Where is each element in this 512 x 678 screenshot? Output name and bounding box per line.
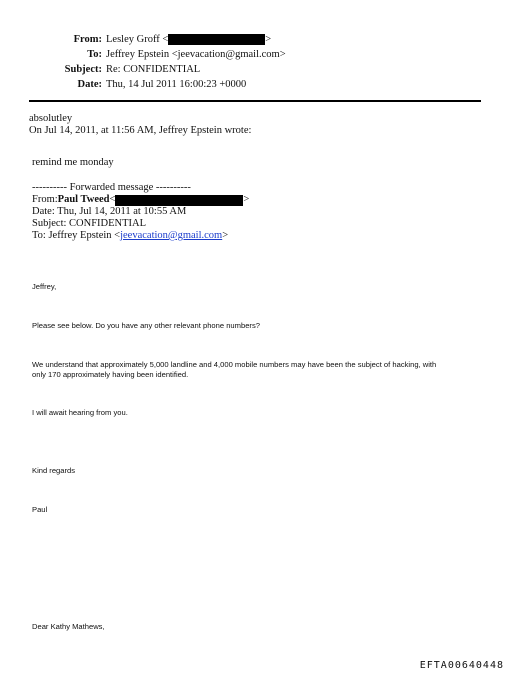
to-label: To: bbox=[87, 49, 102, 60]
forward-date: Date: Thu, Jul 14, 2011 at 10:55 AM bbox=[32, 206, 187, 217]
header-divider bbox=[29, 100, 481, 102]
forward-from-open: < bbox=[109, 194, 116, 205]
forward-to-prefix: To: Jeffrey Epstein < bbox=[32, 230, 121, 241]
from-value bbox=[106, 32, 271, 47]
to-value: Jeffrey Epstein <jeevacation@gmail.com> bbox=[106, 49, 286, 60]
forwarded-block bbox=[32, 182, 249, 242]
reply-line-1: absolutley bbox=[29, 113, 73, 124]
forward-to-row bbox=[32, 230, 249, 242]
forward-subject: Subject: CONFIDENTIAL bbox=[32, 218, 147, 229]
message-paragraph-3: I will await hearing from you. bbox=[32, 408, 128, 417]
message-next-greeting: Dear Kathy Mathews, bbox=[32, 622, 105, 631]
message-paragraph-2-line-2: only 170 approximately having been identified. bbox=[32, 370, 189, 379]
message-signature: Paul bbox=[32, 505, 48, 514]
header-date-row bbox=[20, 77, 286, 92]
header-from-row bbox=[20, 32, 286, 47]
forward-from-label: From: bbox=[32, 194, 58, 205]
message-greeting: Jeffrey, bbox=[32, 282, 57, 291]
from-tail: > bbox=[265, 34, 272, 45]
redaction-block bbox=[168, 34, 265, 45]
from-name: Lesley Groff < bbox=[106, 34, 169, 45]
reply-line-2: On Jul 14, 2011, at 11:56 AM, Jeffrey Epstein wrote: bbox=[29, 125, 252, 136]
subject-value: Re: CONFIDENTIAL bbox=[106, 64, 201, 75]
forward-from-name: Paul Tweed bbox=[57, 194, 110, 205]
message-paragraph-2 bbox=[32, 360, 436, 380]
subject-label: Subject: bbox=[64, 64, 102, 75]
document-id: EFTA00640448 bbox=[419, 660, 504, 671]
message-paragraph-1: Please see below. Do you have any other relevant phone numbers? bbox=[32, 321, 260, 330]
forward-from-row bbox=[32, 194, 249, 206]
message-closing: Kind regards bbox=[32, 466, 76, 475]
email-header bbox=[20, 32, 286, 92]
header-subject-row bbox=[20, 62, 286, 77]
header-to-row bbox=[20, 47, 286, 62]
forward-to-email-link[interactable]: jeevacation@gmail.com bbox=[120, 230, 223, 241]
message-paragraph-2-line-1: We understand that approximately 5,000 landline and 4,000 mobile numbers may have been the subject of hacking, with bbox=[32, 360, 437, 369]
forward-from-tail: > bbox=[243, 194, 250, 205]
date-value: Thu, 14 Jul 2011 16:00:23 +0000 bbox=[106, 79, 247, 90]
from-label: From: bbox=[73, 34, 102, 45]
forward-to-suffix: > bbox=[222, 230, 229, 241]
date-label: Date: bbox=[77, 79, 102, 90]
reply-line-3: remind me monday bbox=[32, 157, 114, 168]
forward-separator: ---------- Forwarded message ---------- bbox=[32, 182, 191, 193]
reply-block bbox=[29, 113, 251, 137]
redaction-block bbox=[115, 195, 243, 206]
